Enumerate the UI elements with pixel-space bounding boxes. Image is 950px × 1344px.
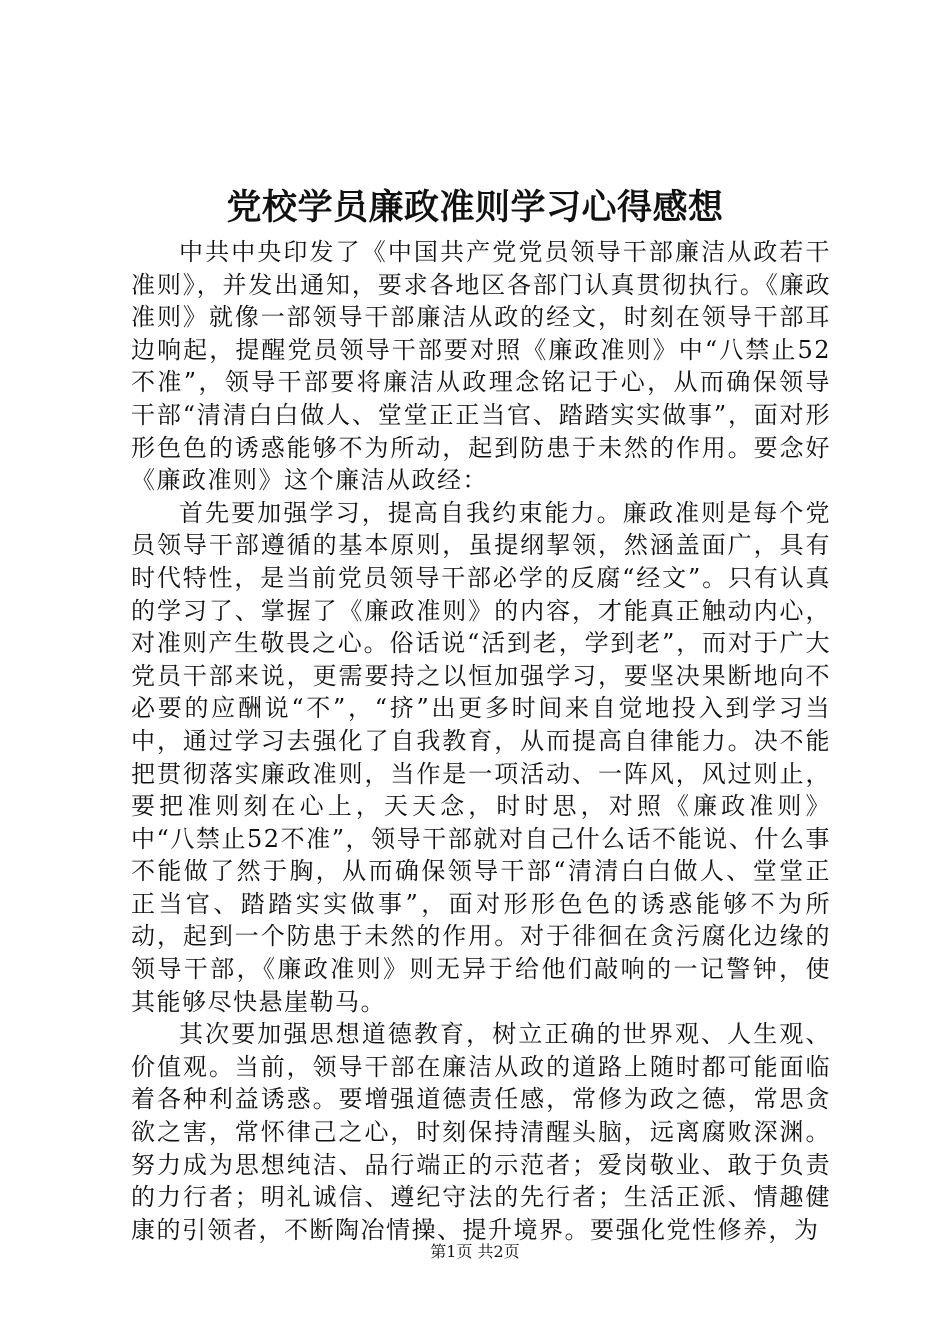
- document-title: 党校学员廉政准则学习心得感想: [226, 187, 724, 228]
- paragraph-1: 中共中央印发了《中国共产党党员领导干部廉洁从政若干准则》，并发出通知，要求各地区各部门认真贯彻执行。《廉政准则》就像一部领导干部廉洁从政的经文，时刻在领导干部耳边响起，提醒党员领导干部要对照《廉政准则》中“八禁止52不准”，领导干部要将廉洁从政理念铭记于心，从而确保领导干部“清清白白做人、堂堂正正当官、踏踏实实做事”，面对形形色色的诱惑能够不为所动，起到防患于未然的作用。要念好《廉政准则》这个廉洁从政经：: [131, 238, 831, 495]
- page-footer: 第1页 共2页: [430, 1242, 520, 1261]
- paragraph-3: 其次要加强思想道德教育，树立正确的世界观、人生观、价值观。当前，领导干部在廉洁从政的道路上随时都可能面临着各种利益诱惑。要增强道德责任感，常修为政之德，常思贪欲之害，常怀律己之心，时刻保持清醒头脑，远离腐败深渊。努力成为思想纯洁、品行端正的示范者；爱岗敬业、敢于负责的力行者；明礼诚信、遵纪守法的先行者；生活正派、情趣健康的引领者，不断陶冶情操、提升境界。要强化党性修养，为: [131, 1020, 831, 1244]
- document-body: [131, 236, 831, 1246]
- paragraph-2: 首先要加强学习，提高自我约束能力。廉政准则是每个党员领导干部遵循的基本原则，虽提纲挈领，然涵盖面广，具有时代特性，是当前党员领导干部必学的反腐“经文”。只有认真的学习了、掌握了《廉政准则》的内容，才能真正触动内心，对准则产生敬畏之心。俗话说“活到老，学到老”，而对于广大党员干部来说，更需要持之以恒加强学习，要坚决果断地向不必要的应酬说“不”，“挤”出更多时间来自觉地投入到学习当中，通过学习去强化了自我教育，从而提高自律能力。决不能把贯彻落实廉政准则，当作是一项活动、一阵风，风过则止，要把准则刻在心上，天天念，时时思，对照《廉政准则》中“八禁止52不准”，领导干部就对自己什么话不能说、什么事不能做了然于胸，从而确保领导干部“清清白白做人、堂堂正正当官、踏踏实实做事”，面对形形色色的诱惑能够不为所动，起到一个防患于未然的作用。对于徘徊在贪污腐化边缘的领导干部，《廉政准则》则无异于给他们敲响的一记警钟，使其能够尽快悬崖勒马。: [131, 498, 831, 1016]
